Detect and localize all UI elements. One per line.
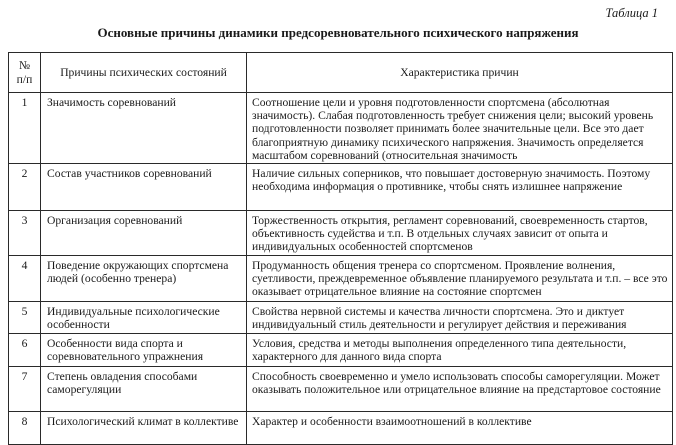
table-row	[9, 412, 673, 445]
header-num: № п/п	[9, 53, 41, 93]
row-number: 5	[9, 302, 41, 334]
row-cause: Степень овладения способами саморегуляции	[41, 367, 247, 412]
header-desc: Характеристика причин	[247, 53, 673, 93]
row-number: 8	[9, 412, 41, 445]
row-cause: Значимость соревнований	[41, 93, 247, 164]
header-cause: Причины психических состояний	[41, 53, 247, 93]
table-row	[9, 302, 673, 334]
causes-table	[8, 52, 673, 445]
table-number-label: Таблица 1	[605, 6, 658, 20]
row-number: 4	[9, 256, 41, 302]
table-row	[9, 334, 673, 367]
table-row	[9, 256, 673, 302]
row-cause: Организация соревнований	[41, 211, 247, 256]
row-number: 3	[9, 211, 41, 256]
table-row	[9, 164, 673, 211]
row-number: 6	[9, 334, 41, 367]
table-row	[9, 93, 673, 164]
row-cause: Психологический климат в коллективе	[41, 412, 247, 445]
table-row	[9, 211, 673, 256]
row-description: Соотношение цели и уровня подготовленности спортсмена (абсолютная значимость). Слабая подготовленность требует снижения цели; высокий уровень подготовленности позволяет принимать более значительные цели. Все это дает благоприятную динамику психического напряжения. Значимость определяется масштабом соревнований (относительная значимость	[247, 93, 673, 164]
table-title: Основные причины динамики предсоревновательного психического напряжения	[97, 25, 579, 40]
table-row	[9, 367, 673, 412]
row-description: Условия, средства и методы выполнения определенного типа деятельности, характерного для данного вида спорта	[247, 334, 673, 367]
row-description: Способность своевременно и умело использовать способы саморегуляции. Может оказывать положительное или отрицательное влияние на предстартовое состояние	[247, 367, 673, 412]
row-number: 7	[9, 367, 41, 412]
row-number: 2	[9, 164, 41, 211]
row-cause: Состав участников соревнований	[41, 164, 247, 211]
row-cause: Поведение окружающих спортсмена людей (особенно тренера)	[41, 256, 247, 302]
row-number: 1	[9, 93, 41, 164]
row-cause: Индивидуальные психологические особенности	[41, 302, 247, 334]
row-cause: Особенности вида спорта и соревновательного упражнения	[41, 334, 247, 367]
row-description: Свойства нервной системы и качества личности спортсмена. Это и диктует индивидуальный стиль деятельности и регулирует действия и переживания	[247, 302, 673, 334]
row-description: Продуманность общения тренера со спортсменом. Проявление волнения, суетливости, преждевременное объявление планируемого результата и т.п. – все это оказывает отрицательное влияние на состояние спортсмен	[247, 256, 673, 302]
table-header-row	[9, 53, 673, 93]
row-description: Наличие сильных соперников, что повышает достоверную значимость. Поэтому необходима информация о противнике, чтобы снять излишнее напряжение	[247, 164, 673, 211]
row-description: Характер и особенности взаимоотношений в коллективе	[247, 412, 673, 445]
row-description: Торжественность открытия, регламент соревнований, своевременность стартов, объективность судейства и т.п. В отдельных случаях зависит от опыта и индивидуальных особенностей спортсменов	[247, 211, 673, 256]
